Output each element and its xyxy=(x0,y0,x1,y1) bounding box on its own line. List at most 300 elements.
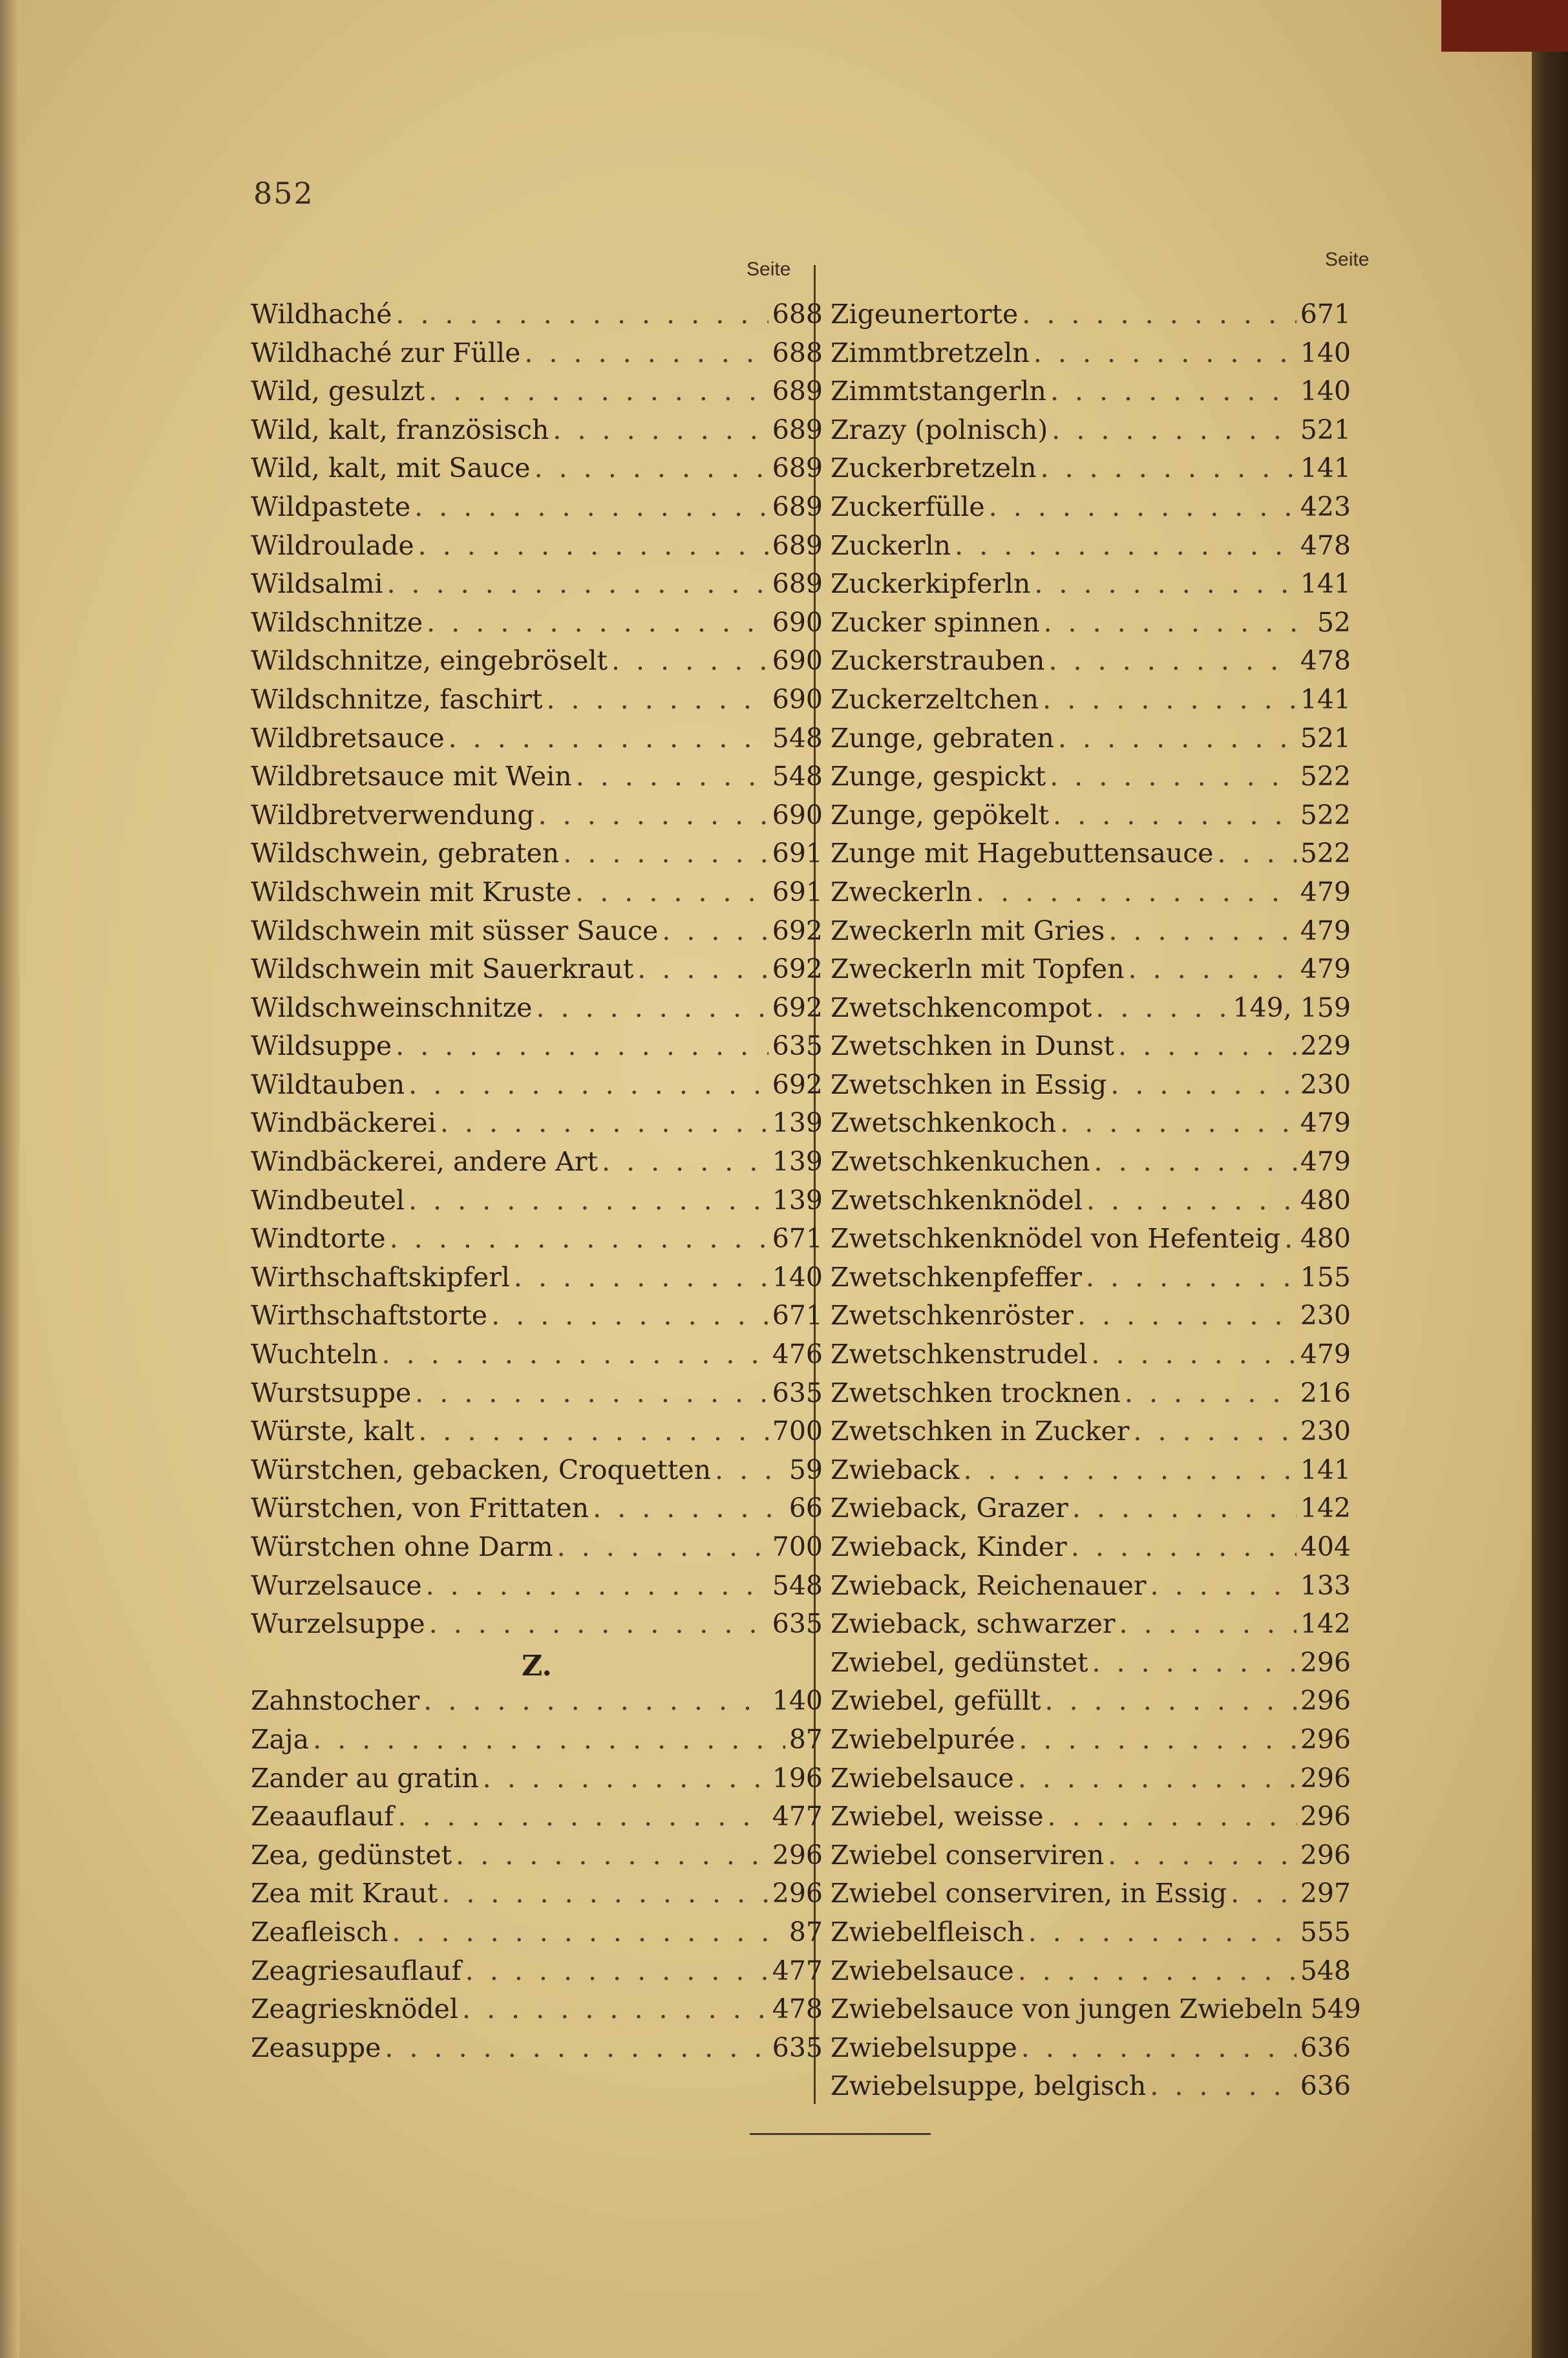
index-term: Wildschnitze xyxy=(251,606,423,638)
index-term: Zuckerbretzeln xyxy=(831,452,1037,484)
dot-leader xyxy=(1092,1647,1296,1678)
dot-leader xyxy=(1108,915,1296,946)
index-term: Zeasuppe xyxy=(251,2032,381,2063)
dot-leader xyxy=(1043,684,1297,715)
index-page-number: 140 xyxy=(772,1685,823,1717)
index-term: Zwiebelfleisch xyxy=(831,1916,1024,1948)
index-term: Würstchen ohne Darm xyxy=(251,1531,553,1562)
index-entry xyxy=(831,568,1351,607)
dot-leader xyxy=(414,491,768,522)
dot-leader xyxy=(1150,1570,1297,1601)
index-entry xyxy=(831,838,1351,876)
index-page-number: 671 xyxy=(772,1300,823,1332)
index-term: Zeafleisch xyxy=(251,1916,388,1948)
index-entry xyxy=(831,1377,1351,1416)
index-term: Zahnstocher xyxy=(251,1685,420,1717)
dot-leader xyxy=(313,1724,785,1755)
index-entry xyxy=(251,1146,823,1185)
index-term: Wildschwein, gebraten xyxy=(251,838,560,869)
index-entry xyxy=(251,1185,823,1224)
index-term: Wildsuppe xyxy=(251,1030,392,1062)
dot-leader xyxy=(1119,1608,1297,1639)
index-page-number: 140 xyxy=(1300,337,1351,368)
footer-rule xyxy=(750,2133,931,2135)
index-term: Wurzelsauce xyxy=(251,1569,422,1601)
index-page-number: 479 xyxy=(1300,915,1351,946)
dot-leader xyxy=(1150,2070,1296,2101)
dot-leader xyxy=(1058,723,1297,754)
index-entry xyxy=(251,568,823,607)
index-entry xyxy=(251,1223,823,1262)
dot-leader xyxy=(1047,1801,1296,1832)
index-column-right xyxy=(831,299,1361,2109)
index-term: Windbeutel xyxy=(251,1184,405,1216)
index-page-number: 548 xyxy=(1300,1955,1351,1986)
index-entry xyxy=(251,1107,823,1146)
index-page-number: 140 xyxy=(1300,376,1351,407)
index-entry xyxy=(831,1724,1351,1763)
page-number: 852 xyxy=(253,176,314,211)
index-term: Zwiebelsauce von jungen Zwiebeln xyxy=(831,1993,1303,2025)
dot-leader xyxy=(1086,1185,1297,1216)
dot-leader xyxy=(1108,1840,1297,1871)
index-entry xyxy=(251,915,823,954)
index-term: Zucker spinnen xyxy=(831,606,1040,638)
index-page-number: 479 xyxy=(1300,1107,1351,1139)
index-entry xyxy=(251,1570,823,1609)
left-column-header: Seite xyxy=(747,259,791,280)
dot-leader xyxy=(611,645,768,676)
index-term: Zwiebelsuppe, belgisch xyxy=(831,2070,1147,2102)
index-entry xyxy=(831,1993,1361,2032)
dot-leader xyxy=(1284,1223,1297,1254)
dot-leader xyxy=(563,838,768,869)
index-term: Zunge mit Hagebuttensauce xyxy=(831,838,1214,869)
index-term: Zwiebel, gefüllt xyxy=(831,1685,1041,1717)
dot-leader xyxy=(637,953,768,984)
index-term: Zea, gedünstet xyxy=(251,1839,452,1871)
index-term: Zigeunertorte xyxy=(831,299,1019,330)
index-page-number: 689 xyxy=(772,491,823,522)
dot-leader xyxy=(462,1993,768,2024)
dot-leader xyxy=(546,684,768,715)
index-entry xyxy=(831,376,1351,414)
index-page-number: 141 xyxy=(1300,452,1351,484)
index-page-number: 87 xyxy=(789,1916,823,1948)
dot-leader xyxy=(593,1492,785,1524)
index-term: Zuckerfülle xyxy=(831,491,985,522)
index-entry xyxy=(251,1763,823,1801)
index-entry xyxy=(251,299,823,337)
dot-leader xyxy=(553,414,768,445)
dot-leader xyxy=(602,1146,768,1177)
index-entry xyxy=(831,1223,1351,1262)
index-page-number: 230 xyxy=(1300,1416,1351,1447)
index-entry xyxy=(831,491,1351,530)
index-entry xyxy=(251,1262,823,1301)
dot-leader xyxy=(429,1608,768,1639)
index-entry xyxy=(831,1030,1351,1069)
index-page-number: 52 xyxy=(1317,606,1351,638)
dot-leader xyxy=(382,1339,768,1370)
index-page-number: 155 xyxy=(1300,1261,1351,1293)
dot-leader xyxy=(427,607,768,638)
index-term: Zuckerzeltchen xyxy=(831,683,1039,715)
index-term: Wild, gesulzt xyxy=(251,376,425,407)
dot-leader xyxy=(1096,992,1229,1023)
index-entry xyxy=(251,1492,823,1531)
index-page-number: 692 xyxy=(772,953,823,985)
index-page-number: 140 xyxy=(772,1261,823,1293)
index-page-number: 688 xyxy=(772,299,823,330)
index-term: Zwetschken in Dunst xyxy=(831,1030,1115,1062)
index-entry xyxy=(831,1262,1351,1301)
index-term: Windtorte xyxy=(251,1223,386,1255)
dot-leader xyxy=(1060,1107,1297,1138)
index-page-number: 690 xyxy=(772,606,823,638)
index-term: Wildbretverwendung xyxy=(251,799,535,831)
index-entry xyxy=(251,1377,823,1416)
index-term: Zweckerln xyxy=(831,876,973,908)
index-entry xyxy=(831,1300,1351,1339)
index-page-number: 216 xyxy=(1300,1377,1351,1408)
index-term: Wurstsuppe xyxy=(251,1377,412,1408)
index-entry xyxy=(831,1146,1351,1185)
index-page-number: 692 xyxy=(772,992,823,1023)
index-page-number: 480 xyxy=(1300,1223,1351,1255)
index-term: Zaja xyxy=(251,1723,310,1755)
dot-leader xyxy=(456,1840,768,1871)
index-entry xyxy=(831,1840,1351,1878)
dot-leader xyxy=(1048,645,1296,676)
index-entry xyxy=(251,723,823,761)
dot-leader xyxy=(426,1570,768,1601)
dot-leader xyxy=(465,1955,768,1986)
index-page-number: 477 xyxy=(772,1801,823,1832)
index-entry xyxy=(831,992,1351,1031)
dot-leader xyxy=(989,491,1297,522)
index-page-number: 296 xyxy=(1300,1646,1351,1678)
dot-leader xyxy=(1110,1069,1297,1100)
dot-leader xyxy=(429,376,768,407)
index-entry xyxy=(251,1801,823,1840)
index-entry xyxy=(831,1531,1351,1570)
index-term: Windbäckerei, andere Art xyxy=(251,1146,598,1178)
index-page-number: 636 xyxy=(1300,2032,1351,2063)
index-term: Zwetschkenstrudel xyxy=(831,1339,1088,1370)
bookmark-ribbon xyxy=(1441,0,1568,52)
index-page-number: 522 xyxy=(1300,761,1351,792)
index-page-number: 476 xyxy=(772,1339,823,1370)
index-term: Zwetschkenkuchen xyxy=(831,1146,1090,1178)
index-entry xyxy=(831,1878,1351,1917)
dot-leader xyxy=(392,1917,785,1948)
dot-leader xyxy=(575,876,768,908)
index-page-number: 87 xyxy=(789,1723,823,1755)
index-entry xyxy=(831,645,1351,684)
index-page-number: 139 xyxy=(772,1146,823,1178)
index-entry xyxy=(251,1300,823,1339)
index-term: Zwetschkenpfeffer xyxy=(831,1261,1082,1293)
index-page-number: 689 xyxy=(772,529,823,561)
index-page-number: 478 xyxy=(1300,529,1351,561)
dot-leader xyxy=(1091,1339,1296,1370)
index-page-number: 700 xyxy=(772,1531,823,1562)
index-term: Wildhaché zur Fülle xyxy=(251,337,521,368)
dot-leader xyxy=(441,1878,768,1909)
index-term: Zweckerln mit Gries xyxy=(831,915,1105,946)
index-page-number: 133 xyxy=(1300,1569,1351,1601)
dot-leader xyxy=(397,1801,768,1832)
index-entry xyxy=(831,1955,1351,1994)
index-entry xyxy=(251,761,823,800)
index-term: Zwetschkenkoch xyxy=(831,1107,1057,1139)
index-entry xyxy=(251,376,823,414)
dot-leader xyxy=(1077,1300,1297,1331)
index-page-number: 689 xyxy=(772,568,823,600)
index-page-number: 691 xyxy=(772,838,823,869)
index-term: Zunge, gebraten xyxy=(831,722,1054,754)
index-term: Zwiebelpurée xyxy=(831,1723,1015,1755)
index-page-number: 688 xyxy=(772,337,823,368)
dot-leader xyxy=(1133,1416,1296,1447)
dot-leader xyxy=(1044,1685,1296,1716)
index-entry xyxy=(831,1647,1351,1686)
index-entry xyxy=(251,992,823,1031)
book-spine-edge xyxy=(1532,0,1568,2358)
index-entry xyxy=(831,1608,1351,1647)
index-entry xyxy=(831,1917,1351,1955)
index-page-number: 635 xyxy=(772,1377,823,1408)
dot-leader xyxy=(483,1763,768,1794)
dot-leader xyxy=(449,723,768,754)
index-term: Zwetschkenröster xyxy=(831,1300,1074,1332)
dot-leader xyxy=(1033,337,1297,368)
index-term: Wildbretsauce xyxy=(251,722,445,754)
dot-leader xyxy=(387,568,768,599)
index-page-number: 636 xyxy=(1300,2070,1351,2102)
index-page-number: 522 xyxy=(1300,838,1351,869)
index-entry xyxy=(251,1685,823,1724)
dot-leader xyxy=(390,1223,768,1254)
index-entry xyxy=(251,1878,823,1917)
index-entry xyxy=(251,1454,823,1493)
index-page-number: 690 xyxy=(772,799,823,831)
index-term: Zeaauflauf xyxy=(251,1801,394,1832)
index-entry xyxy=(251,1724,823,1763)
index-term: Zuckerstrauben xyxy=(831,645,1045,677)
index-term: Wildschweinschnitze xyxy=(251,992,533,1023)
index-page-number: 635 xyxy=(772,2032,823,2063)
dot-leader xyxy=(1028,1917,1297,1948)
index-entry xyxy=(831,2070,1351,2109)
index-entry xyxy=(251,953,823,992)
index-term: Zwetschkenknödel xyxy=(831,1184,1083,1216)
dot-leader xyxy=(1086,1262,1297,1293)
index-column-left xyxy=(251,299,823,2070)
index-term: Zunge, gepökelt xyxy=(831,799,1050,831)
index-entry xyxy=(831,1107,1351,1146)
index-page-number: 142 xyxy=(1300,1492,1351,1524)
index-entry xyxy=(831,1416,1351,1454)
index-term: Zunge, gespickt xyxy=(831,761,1046,792)
index-term: Zwieback, schwarzer xyxy=(831,1608,1116,1640)
index-page-number: 692 xyxy=(772,915,823,946)
index-page-number: 477 xyxy=(772,1955,823,1986)
index-page-number: 521 xyxy=(1300,722,1351,754)
dot-leader xyxy=(514,1262,768,1293)
index-term: Wirthschaftstorte xyxy=(251,1300,488,1332)
dot-leader xyxy=(1018,1955,1297,1986)
index-term: Zwieback xyxy=(831,1454,960,1485)
index-page-number: 690 xyxy=(772,645,823,677)
dot-leader xyxy=(1053,800,1297,831)
index-term: Wurzelsuppe xyxy=(251,1608,425,1640)
index-term: Wild, kalt, französisch xyxy=(251,414,549,445)
dot-leader xyxy=(1021,2032,1297,2063)
index-page-number: 229 xyxy=(1300,1030,1351,1062)
index-page-number: 479 xyxy=(1300,1339,1351,1370)
index-entry xyxy=(251,491,823,530)
index-term: Wildschwein mit süsser Sauce xyxy=(251,915,659,946)
index-entry xyxy=(831,1685,1351,1724)
dot-leader xyxy=(1034,568,1296,599)
dot-leader xyxy=(1019,1724,1296,1755)
index-page-number: 59 xyxy=(789,1454,823,1485)
dot-leader xyxy=(1043,607,1313,638)
index-term: Zander au gratin xyxy=(251,1762,479,1794)
dot-leader xyxy=(662,915,768,946)
index-entry xyxy=(251,1416,823,1454)
index-page-number: 478 xyxy=(1300,645,1351,677)
index-entry xyxy=(251,1339,823,1377)
dot-leader xyxy=(715,1454,785,1485)
dot-leader xyxy=(535,452,768,483)
dot-leader xyxy=(955,530,1297,561)
index-term: Wirthschaftskipferl xyxy=(251,1261,510,1293)
index-entry xyxy=(251,1993,823,2032)
index-term: Zwieback, Kinder xyxy=(831,1531,1067,1562)
dot-leader xyxy=(557,1531,768,1562)
index-page-number: 548 xyxy=(772,761,823,792)
index-page-number: 296 xyxy=(1300,1801,1351,1832)
index-term: Würstchen, von Frittaten xyxy=(251,1492,589,1524)
dot-leader xyxy=(1125,1377,1297,1408)
dot-leader xyxy=(976,876,1297,908)
index-term: Zwetschken in Essig xyxy=(831,1068,1107,1100)
index-term: Zwetschken trocknen xyxy=(831,1377,1121,1408)
index-page-number: 141 xyxy=(1300,683,1351,715)
index-entry xyxy=(251,607,823,646)
index-page-number: 479 xyxy=(1300,1146,1351,1178)
dot-leader xyxy=(1072,1492,1297,1524)
index-entry xyxy=(831,1763,1351,1801)
index-entry xyxy=(251,530,823,569)
index-term: Wildroulade xyxy=(251,529,414,561)
dot-leader xyxy=(1052,414,1296,445)
index-entry xyxy=(251,1531,823,1570)
index-entry xyxy=(251,1069,823,1108)
index-entry xyxy=(251,1955,823,1994)
index-page-number: 671 xyxy=(1300,299,1351,330)
dot-leader xyxy=(408,1185,768,1216)
index-entry xyxy=(831,876,1351,915)
index-entry xyxy=(831,1339,1351,1377)
index-page-number: 522 xyxy=(1300,799,1351,831)
dot-leader xyxy=(408,1069,768,1100)
index-term: Zeagriesknödel xyxy=(251,1993,459,2025)
index-term: Zwieback, Grazer xyxy=(831,1492,1068,1524)
dot-leader xyxy=(1094,1146,1297,1177)
index-term: Zwiebel conserviren, in Essig xyxy=(831,1878,1227,1909)
index-page-number: 141 xyxy=(1300,1454,1351,1485)
index-page-number: 700 xyxy=(772,1416,823,1447)
dot-leader xyxy=(423,1685,768,1716)
index-entry xyxy=(831,1185,1351,1224)
index-term: Zwetschkenknödel von Hefenteig xyxy=(831,1223,1281,1255)
index-entry xyxy=(831,1492,1351,1531)
index-page-number: 549 xyxy=(1310,1993,1361,2025)
index-term: Wildschnitze, faschirt xyxy=(251,683,543,715)
page-binding-edge xyxy=(0,0,19,2358)
index-page-number: 479 xyxy=(1300,953,1351,985)
index-page-number: 478 xyxy=(772,1993,823,2025)
dot-leader xyxy=(524,337,768,368)
dot-leader xyxy=(1118,1030,1297,1061)
index-page-number: 555 xyxy=(1300,1916,1351,1948)
index-term: Wildsalmi xyxy=(251,568,383,600)
index-term: Zwiebelsuppe xyxy=(831,2032,1017,2063)
index-page-number: 671 xyxy=(772,1223,823,1255)
dot-leader xyxy=(1128,953,1297,984)
index-entry xyxy=(831,723,1351,761)
index-entry xyxy=(251,876,823,915)
index-term: Zwetschken in Zucker xyxy=(831,1416,1130,1447)
index-page-number: 66 xyxy=(789,1492,823,1524)
index-entry xyxy=(251,337,823,376)
index-term: Zuckerkipferln xyxy=(831,568,1031,600)
index-term: Wildtauben xyxy=(251,1068,405,1100)
dot-leader xyxy=(536,992,768,1023)
index-term: Wildbretsauce mit Wein xyxy=(251,761,572,792)
dot-leader xyxy=(1018,1763,1297,1794)
index-entry xyxy=(251,645,823,684)
dot-leader xyxy=(576,761,768,792)
index-entry xyxy=(831,800,1351,838)
index-term: Wildschwein mit Kruste xyxy=(251,876,572,908)
index-entry xyxy=(251,684,823,723)
index-page-number: 480 xyxy=(1300,1184,1351,1216)
index-entry xyxy=(251,1608,823,1647)
dot-leader xyxy=(418,530,768,561)
index-term: Zweckerln mit Topfen xyxy=(831,953,1125,985)
index-term: Wild, kalt, mit Sauce xyxy=(251,452,531,484)
index-entry xyxy=(831,1801,1351,1840)
index-term: Zwiebelsauce xyxy=(831,1955,1014,1986)
index-term: Zwiebel conserviren xyxy=(831,1839,1105,1871)
index-entry xyxy=(251,800,823,838)
index-entry xyxy=(831,1454,1351,1493)
index-entry xyxy=(831,915,1351,954)
index-page-number: 689 xyxy=(772,376,823,407)
index-term: Wildpastete xyxy=(251,491,411,522)
dot-leader xyxy=(1071,1531,1297,1562)
index-term: Wildschnitze, eingebröselt xyxy=(251,645,608,677)
index-term: Zuckerln xyxy=(831,529,951,561)
index-page-number: 692 xyxy=(772,1068,823,1100)
index-entry xyxy=(251,2032,823,2071)
dot-leader xyxy=(396,1030,768,1061)
